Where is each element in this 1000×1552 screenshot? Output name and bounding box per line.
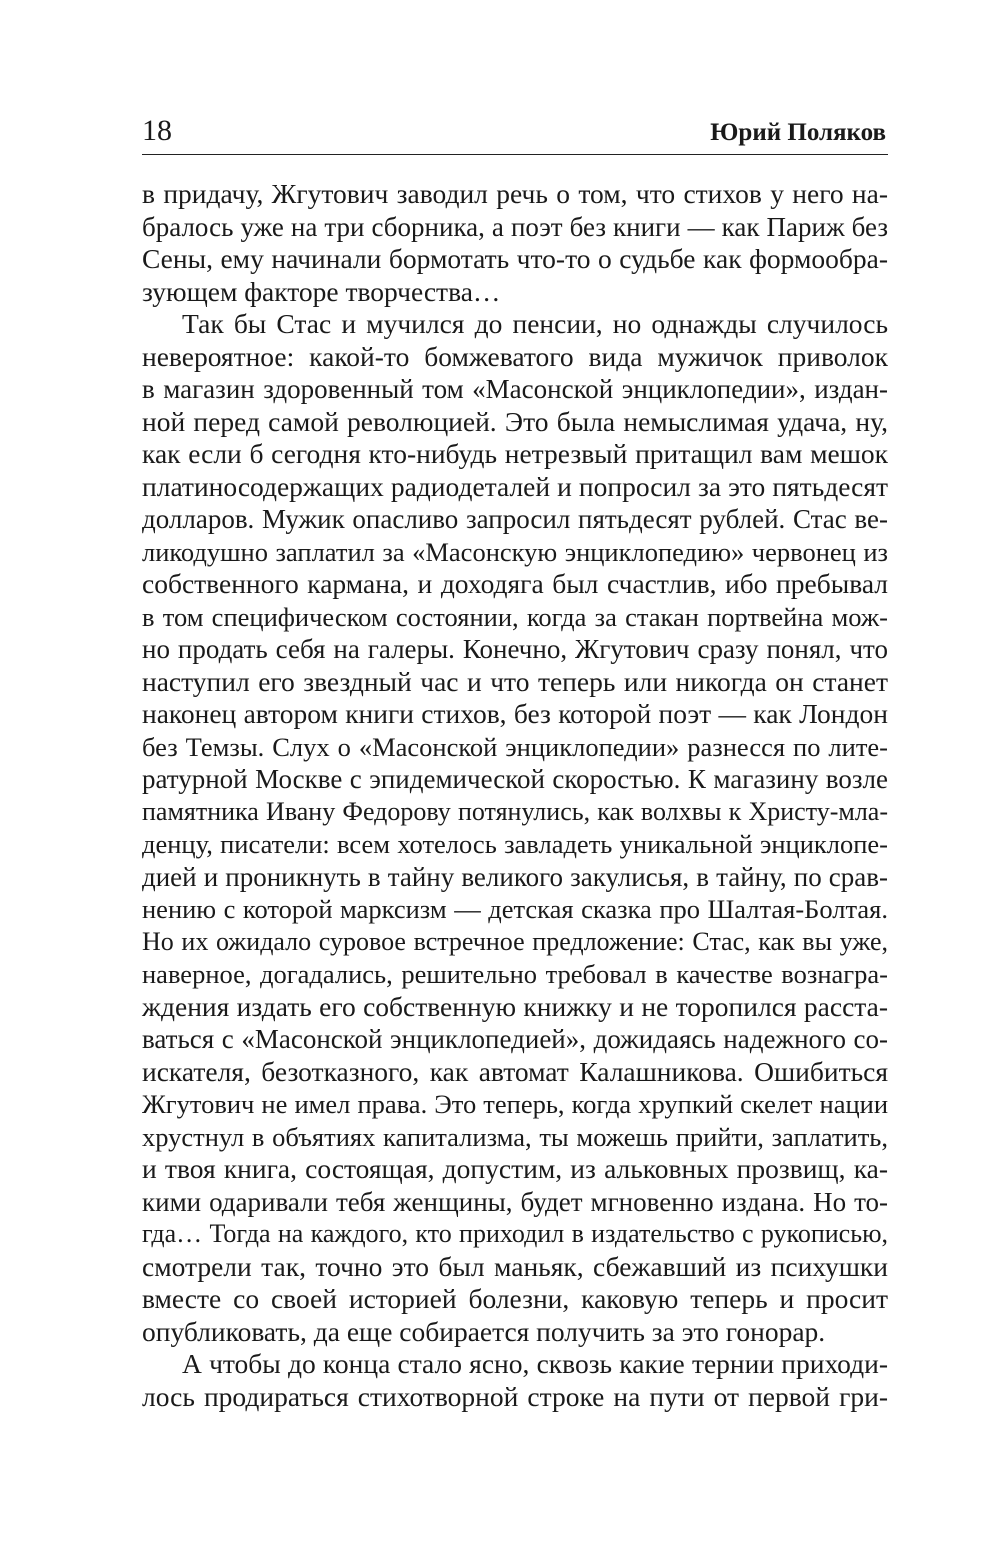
page-number: 18 [142,114,172,147]
text-line: Сены, ему начинали бормотать что-то о судьбе как формообра- [142,243,888,274]
text-line: бралось уже на три сборника, а поэт без книги — как Париж без [142,211,888,242]
text-line: нению с которой марксизм — детская сказка про Шалтая-Болтая. [142,894,888,924]
text-line: в магазин здоровенный том «Масонской энциклопедии», издан- [142,374,888,404]
text-line: наверное, догадались, решительно требовал в качестве вознагра- [142,959,888,989]
body-text [142,178,888,1413]
text-line: лось продираться стихотворной строке на пути от первой гри- [142,1380,888,1412]
text-line: Так бы Стас и мучился до пенсии, но однажды случилось [182,308,888,339]
running-header [142,112,888,155]
text-line: долларов. Мужик опасливо запросил пятьдесят рублей. Стас ве- [142,504,888,534]
text-line: искателя, безотказного, как автомат Калашникова. Ошибиться [142,1055,888,1087]
text-line: зующем факторе творчества… [142,275,501,307]
text-line: собственного кармана, и доходяга был счастлив, ибо пребывал [142,568,888,599]
text-line: денцу, писатели: всем хотелось завладеть уникальной энциклопе- [142,829,888,859]
text-line: в том специфическом состоянии, когда за стакан портвейна мож- [142,601,888,632]
text-line: смотрели так, точно это был маньяк, сбежавший из психушки [142,1250,888,1282]
text-line: ратурной Москве с эпидемической скоростью. К магазину возле [142,764,888,794]
running-head-author: Юрий Поляков [710,119,886,146]
text-line: как если б сегодня кто-нибудь нетрезвый притащил вам мешок [142,438,888,469]
text-line: платиносодержащих радиодеталей и попросил за это пятьдесят [142,470,888,502]
text-line: кими одаривали тебя женщины, будет мгновенно издана. Но то- [142,1186,888,1217]
text-line: но продать себя на галеры. Конечно, Жгутович сразу понял, что [142,634,888,664]
text-line: дией и проникнуть в тайну великого закулисья, в тайну, по срав- [142,861,888,892]
text-line: ждения издать его собственную книжку и не торопился расста- [142,990,888,1022]
text-line: хрустнул в объятиях капитализма, ты можешь прийти, заплатить, [142,1121,888,1152]
text-line: наступил его звездный час и что теперь или никогда он станет [142,665,888,697]
text-line: ной перед самой революцией. Это была немыслимая удача, ну, [142,405,888,437]
text-line: памятника Ивану Федорову потянулись, как волхвы к Христу-мла- [142,796,888,826]
text-line: и твоя книга, состоящая, допустим, из альковных прозвищ, ка- [142,1153,888,1184]
text-line: наконец автором книги стихов, без которой поэт — как Лондон [142,698,888,729]
text-line: опубликовать, да еще собирается получить за это гонорар. [142,1315,826,1347]
text-line: без Темзы. Слух о «Масонской энциклопедии» разнесся по лите- [142,731,888,762]
text-line: гда… Тогда на каждого, кто приходил в издательство с рукописью, [142,1219,888,1248]
text-line: ваться с «Масонской энциклопедией», дожидаясь надежного со- [142,1024,888,1054]
text-line: вместе со своей историей болезни, каковую теперь и просит [142,1283,888,1314]
text-line: А чтобы до конца стало ясно, сквозь какие тернии приходи- [182,1348,888,1379]
text-line: в придачу, Жгутович заводил речь о том, что стихов у него на- [142,178,888,209]
text-line: невероятное: какой-то бомжеватого вида мужичок приволок [142,340,888,372]
text-line: ликодушно заплатил за «Масонскую энциклопедию» червонец из [142,536,888,567]
text-line: Жгутович не имел права. Это теперь, когда хрупкий скелет нации [142,1089,888,1119]
text-line: Но их ожидало суровое встречное предложение: Стас, как вы уже, [142,926,888,956]
